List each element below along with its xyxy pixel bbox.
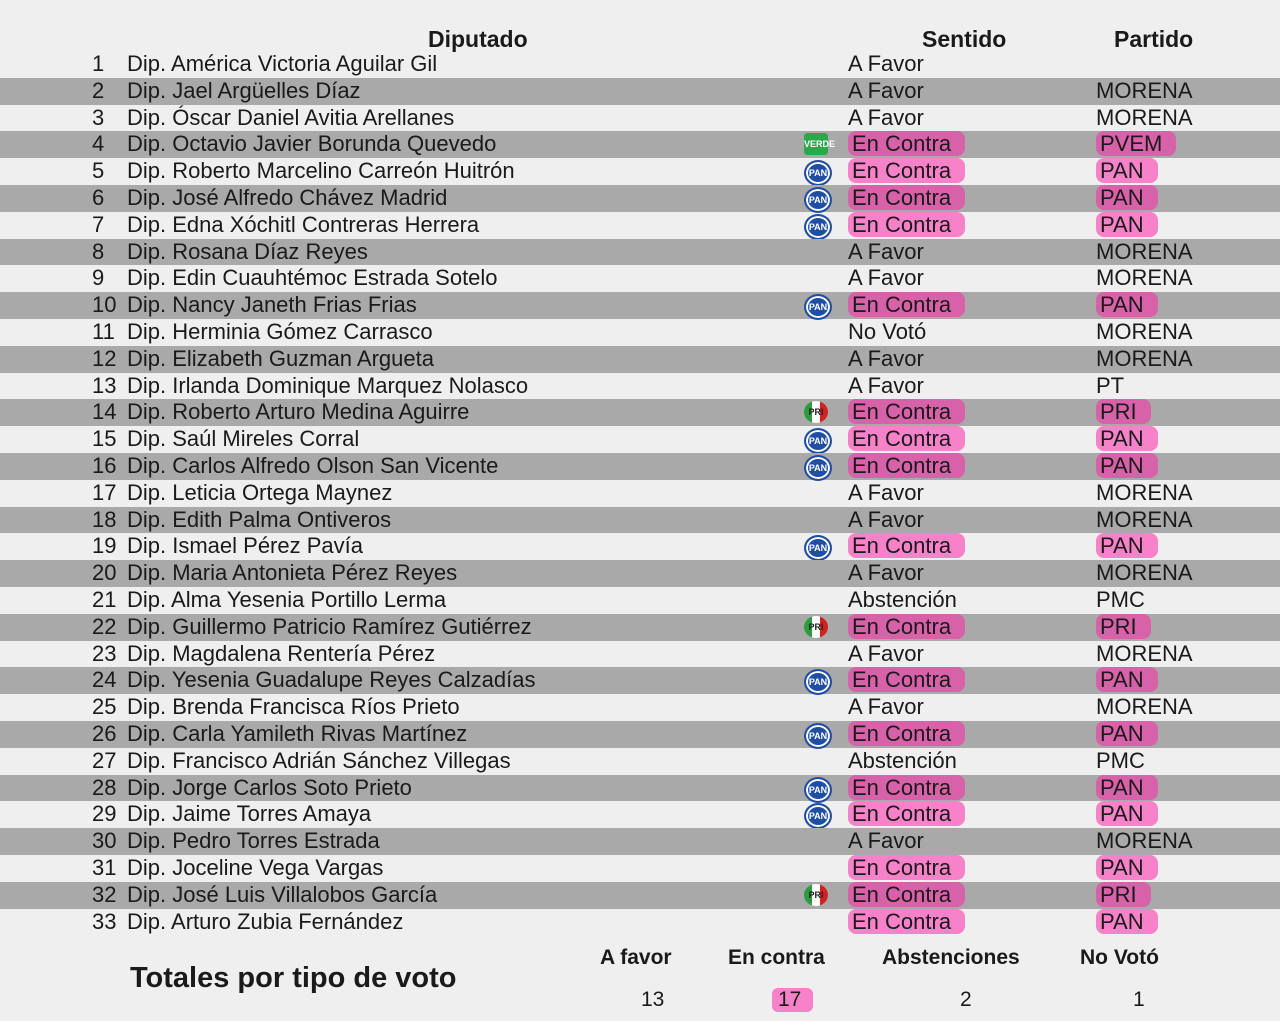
vote-partido-text: PRI — [1096, 882, 1151, 907]
vote-sentido-text: A Favor — [848, 345, 924, 371]
table-row — [0, 882, 1280, 909]
vote-partido — [1096, 131, 1176, 158]
pvem-logo-icon: VERDE — [804, 133, 828, 155]
table-row — [0, 667, 1280, 694]
table-row — [0, 51, 1280, 78]
vote-partido-text: PAN — [1096, 855, 1158, 880]
deputy-name: Dip. Magdalena Rentería Pérez — [127, 640, 436, 666]
table-row — [0, 292, 1280, 319]
totals-value-abstenciones: 2 — [960, 988, 972, 1011]
deputy-name: Dip. Ismael Pérez Pavía — [127, 533, 363, 559]
vote-sentido-text: En Contra — [848, 426, 965, 451]
vote-partido — [1096, 105, 1193, 132]
table-row — [0, 265, 1280, 292]
vote-partido-text: MORENA — [1096, 506, 1193, 532]
vote-sentido — [848, 453, 965, 480]
vote-sentido — [848, 587, 957, 614]
deputy-name: Dip. Yesenia Guadalupe Reyes Calzadías — [127, 667, 536, 693]
vote-sentido-text: No Votó — [848, 318, 927, 344]
totals-value-en-contra: 17 — [772, 988, 813, 1012]
deputy-name: Dip. Guillermo Patricio Ramírez Gutiérrez — [127, 613, 532, 639]
deputy-name: Dip. Jael Argüelles Díaz — [127, 77, 361, 103]
row-number: 2 — [92, 77, 105, 103]
table-row — [0, 399, 1280, 426]
vote-partido — [1096, 775, 1158, 802]
deputy-name: Dip. José Luis Villalobos García — [127, 881, 438, 907]
vote-partido — [1096, 614, 1151, 641]
deputy-name: Dip. Roberto Marcelino Carreón Huitrón — [127, 158, 515, 184]
vote-sentido-text: En Contra — [848, 158, 965, 183]
deputy-name: Dip. Pedro Torres Estrada — [127, 828, 380, 854]
table-row — [0, 185, 1280, 212]
table-row — [0, 909, 1280, 936]
pri-logo-icon: PRI — [804, 401, 828, 423]
row-number: 5 — [92, 158, 105, 184]
row-number: 4 — [92, 131, 105, 157]
totals-label-no-voto: No Votó — [1080, 946, 1159, 969]
table-row — [0, 319, 1280, 346]
row-number: 11 — [92, 318, 115, 344]
table-row — [0, 641, 1280, 668]
row-number: 7 — [92, 211, 105, 237]
vote-partido — [1096, 239, 1193, 266]
row-number: 23 — [92, 640, 117, 666]
table-row — [0, 855, 1280, 882]
vote-sentido-text: En Contra — [848, 721, 965, 746]
vote-table — [0, 51, 1280, 935]
deputy-name: Dip. Francisco Adrián Sánchez Villegas — [127, 747, 511, 773]
table-row — [0, 587, 1280, 614]
row-number: 17 — [92, 479, 117, 505]
vote-partido — [1096, 667, 1158, 694]
vote-sentido-text: En Contra — [848, 212, 965, 237]
deputy-name: Dip. Alma Yesenia Portillo Lerma — [127, 586, 447, 612]
deputy-name: Dip. Irlanda Dominique Marquez Nolasco — [127, 372, 529, 398]
deputy-name: Dip. Elizabeth Guzman Argueta — [127, 345, 434, 371]
vote-partido — [1096, 587, 1145, 614]
vote-partido — [1096, 909, 1158, 936]
vote-sentido-text: En Contra — [848, 185, 965, 210]
deputy-name: Dip. Jaime Torres Amaya — [127, 801, 372, 827]
row-number: 1 — [92, 51, 105, 76]
deputy-name: Dip. Octavio Javier Borunda Quevedo — [127, 131, 497, 157]
vote-sentido-text: A Favor — [848, 104, 924, 130]
vote-partido — [1096, 185, 1158, 212]
totals-label-a-favor: A favor — [600, 946, 672, 969]
vote-partido-text: PAN — [1096, 185, 1158, 210]
row-number: 25 — [92, 694, 117, 720]
vote-partido — [1096, 533, 1158, 560]
vote-partido-text: PAN — [1096, 721, 1158, 746]
table-row — [0, 507, 1280, 534]
table-row — [0, 453, 1280, 480]
row-number: 16 — [92, 452, 117, 478]
vote-sentido — [848, 212, 965, 239]
row-number: 12 — [92, 345, 117, 371]
vote-partido-text: PMC — [1096, 747, 1145, 773]
vote-sentido — [848, 507, 924, 534]
vote-partido — [1096, 373, 1124, 400]
totals-title: Totales por tipo de voto — [130, 962, 457, 994]
vote-sentido — [848, 909, 965, 936]
deputy-name: Dip. América Victoria Aguilar Gil — [127, 51, 438, 76]
vote-sentido-text: En Contra — [848, 801, 965, 826]
vote-sentido-text: En Contra — [848, 775, 965, 800]
vote-sentido-text: Abstención — [848, 747, 957, 773]
row-number: 28 — [92, 774, 117, 800]
vote-partido-text: MORENA — [1096, 318, 1193, 344]
deputy-name: Dip. Joceline Vega Vargas — [127, 854, 384, 880]
vote-partido — [1096, 78, 1193, 105]
vote-sentido-text: A Favor — [848, 265, 924, 291]
vote-partido-text: MORENA — [1096, 345, 1193, 371]
vote-sentido — [848, 855, 965, 882]
vote-partido-text: PAN — [1096, 292, 1158, 317]
row-number: 20 — [92, 560, 117, 586]
table-row — [0, 828, 1280, 855]
table-row — [0, 748, 1280, 775]
vote-partido — [1096, 319, 1193, 346]
vote-sentido — [848, 131, 965, 158]
deputy-name: Dip. Maria Antonieta Pérez Reyes — [127, 560, 458, 586]
pan-logo-icon: PAN — [804, 535, 832, 561]
vote-sentido-text: A Favor — [848, 640, 924, 666]
vote-sentido-text: A Favor — [848, 506, 924, 532]
vote-partido — [1096, 748, 1145, 775]
vote-partido-text: MORENA — [1096, 828, 1193, 854]
vote-sentido-text: A Favor — [848, 694, 924, 720]
row-number: 19 — [92, 533, 117, 559]
vote-partido — [1096, 158, 1158, 185]
vote-partido — [1096, 346, 1193, 373]
deputy-name: Dip. Herminia Gómez Carrasco — [127, 318, 433, 344]
vote-sentido — [848, 748, 957, 775]
vote-sentido-text: En Contra — [848, 453, 965, 478]
header-partido: Partido — [1114, 26, 1194, 52]
table-row — [0, 775, 1280, 802]
vote-sentido — [848, 801, 965, 828]
vote-partido — [1096, 480, 1193, 507]
table-row — [0, 78, 1280, 105]
vote-partido-text: PAN — [1096, 453, 1158, 478]
vote-sentido — [848, 399, 965, 426]
row-number: 8 — [92, 238, 105, 264]
vote-partido-text: MORENA — [1096, 77, 1193, 103]
vote-sentido — [848, 694, 924, 721]
vote-sentido-text: A Favor — [848, 479, 924, 505]
row-number: 27 — [92, 747, 117, 773]
vote-partido-text: MORENA — [1096, 479, 1193, 505]
deputy-name: Dip. Carla Yamileth Rivas Martínez — [127, 720, 468, 746]
deputy-name: Dip. Brenda Francisca Ríos Prieto — [127, 694, 460, 720]
vote-partido-text: PAN — [1096, 775, 1158, 800]
vote-partido — [1096, 694, 1193, 721]
table-row — [0, 373, 1280, 400]
totals-value-no-voto: 1 — [1133, 988, 1145, 1011]
row-number: 22 — [92, 613, 117, 639]
vote-partido-text: PAN — [1096, 533, 1158, 558]
row-number: 14 — [92, 399, 117, 425]
table-row — [0, 105, 1280, 132]
vote-sentido-text: En Contra — [848, 667, 965, 692]
vote-partido — [1096, 426, 1158, 453]
vote-partido — [1096, 882, 1151, 909]
table-row — [0, 346, 1280, 373]
vote-sentido — [848, 614, 965, 641]
deputy-name: Dip. Nancy Janeth Frias Frias — [127, 292, 417, 318]
vote-sentido-text: En Contra — [848, 533, 965, 558]
row-number: 10 — [92, 292, 117, 318]
vote-partido — [1096, 399, 1151, 426]
vote-sentido — [848, 426, 965, 453]
deputy-name: Dip. Leticia Ortega Maynez — [127, 479, 393, 505]
vote-sentido — [848, 667, 965, 694]
deputy-name: Dip. Arturo Zubia Fernández — [127, 908, 404, 934]
vote-sentido-text: A Favor — [848, 77, 924, 103]
vote-sentido — [848, 185, 965, 212]
table-row — [0, 614, 1280, 641]
header-sentido: Sentido — [922, 26, 1007, 52]
row-number: 13 — [92, 372, 117, 398]
table-row — [0, 158, 1280, 185]
vote-partido — [1096, 212, 1158, 239]
deputy-name: Dip. Edith Palma Ontiveros — [127, 506, 392, 532]
vote-partido-text: PT — [1096, 372, 1125, 398]
vote-partido — [1096, 292, 1158, 319]
table-row — [0, 131, 1280, 158]
vote-partido-text: PAN — [1096, 909, 1158, 934]
vote-sentido — [848, 480, 924, 507]
vote-sentido-text: En Contra — [848, 399, 965, 424]
vote-partido-text: MORENA — [1096, 238, 1193, 264]
vote-sentido-text: Abstención — [848, 586, 957, 612]
pan-logo-icon: PAN — [804, 723, 832, 749]
vote-partido — [1096, 265, 1193, 292]
deputy-name: Dip. Jorge Carlos Soto Prieto — [127, 774, 412, 800]
vote-sentido — [848, 158, 965, 185]
row-number: 33 — [92, 908, 117, 934]
vote-sentido-text: A Favor — [848, 372, 924, 398]
deputy-name: Dip. Roberto Arturo Medina Aguirre — [127, 399, 470, 425]
deputy-name: Dip. Saúl Mireles Corral — [127, 426, 360, 452]
vote-partido — [1096, 828, 1193, 855]
header-diputado: Diputado — [428, 26, 528, 52]
vote-sentido — [848, 560, 924, 587]
vote-sentido — [848, 51, 924, 78]
vote-partido — [1096, 801, 1158, 828]
vote-partido — [1096, 560, 1193, 587]
vote-sentido — [848, 239, 924, 266]
table-row — [0, 560, 1280, 587]
vote-sentido-text: En Contra — [848, 909, 965, 934]
vote-partido-text: PMC — [1096, 586, 1145, 612]
row-number: 24 — [92, 667, 117, 693]
pan-logo-icon: PAN — [804, 669, 832, 695]
table-row — [0, 721, 1280, 748]
vote-sentido-text: En Contra — [848, 131, 965, 156]
vote-partido — [1096, 641, 1193, 668]
row-number: 3 — [92, 104, 105, 130]
vote-partido — [1096, 855, 1158, 882]
row-number: 18 — [92, 506, 117, 532]
vote-partido-text: PAN — [1096, 212, 1158, 237]
row-number: 31 — [92, 854, 117, 880]
vote-sentido — [848, 721, 965, 748]
vote-sentido — [848, 265, 924, 292]
vote-partido-text: PAN — [1096, 667, 1158, 692]
deputy-name: Dip. Carlos Alfredo Olson San Vicente — [127, 452, 499, 478]
vote-partido-text: PVEM — [1096, 131, 1176, 156]
vote-partido — [1096, 453, 1158, 480]
vote-sentido — [848, 828, 924, 855]
vote-sentido-text: A Favor — [848, 51, 924, 76]
table-row — [0, 212, 1280, 239]
pan-logo-icon: PAN — [804, 187, 832, 213]
table-row — [0, 239, 1280, 266]
vote-partido-text: MORENA — [1096, 694, 1193, 720]
vote-sentido — [848, 775, 965, 802]
row-number: 6 — [92, 184, 105, 210]
vote-sentido — [848, 346, 924, 373]
deputy-name: Dip. Óscar Daniel Avitia Arellanes — [127, 104, 455, 130]
vote-sentido-text: A Favor — [848, 828, 924, 854]
vote-sentido — [848, 105, 924, 132]
vote-partido-text: PRI — [1096, 399, 1151, 424]
vote-partido-text: PRI — [1096, 614, 1151, 639]
vote-sentido — [848, 319, 926, 346]
totals-value-a-favor: 13 — [641, 988, 665, 1011]
vote-partido-text: PAN — [1096, 801, 1158, 826]
row-number: 29 — [92, 801, 117, 827]
pan-logo-icon: PAN — [804, 214, 832, 240]
vote-partido — [1096, 721, 1158, 748]
deputy-name: Dip. Rosana Díaz Reyes — [127, 238, 368, 264]
deputy-name: Dip. Edna Xóchitl Contreras Herrera — [127, 211, 480, 237]
vote-sentido — [848, 373, 924, 400]
row-number: 15 — [92, 426, 117, 452]
pan-logo-icon: PAN — [804, 803, 832, 829]
vote-sentido-text: En Contra — [848, 614, 965, 639]
vote-sentido-text: A Favor — [848, 560, 924, 586]
vote-sentido — [848, 78, 924, 105]
vote-sentido-text: En Contra — [848, 855, 965, 880]
row-number: 26 — [92, 720, 117, 746]
deputy-name: Dip. Edin Cuauhtémoc Estrada Sotelo — [127, 265, 498, 291]
row-number: 9 — [92, 265, 105, 291]
vote-partido-text: MORENA — [1096, 640, 1193, 666]
table-row — [0, 533, 1280, 560]
pan-logo-icon: PAN — [804, 455, 832, 481]
row-number: 32 — [92, 881, 117, 907]
vote-sentido — [848, 533, 965, 560]
table-row — [0, 426, 1280, 453]
pri-logo-icon: PRI — [804, 884, 828, 906]
pan-logo-icon: PAN — [804, 160, 832, 186]
vote-partido-text: PAN — [1096, 158, 1158, 183]
vote-sentido — [848, 882, 965, 909]
pan-logo-icon: PAN — [804, 428, 832, 454]
vote-sentido-text: En Contra — [848, 882, 965, 907]
totals-label-abstenciones: Abstenciones — [882, 946, 1020, 969]
table-row — [0, 480, 1280, 507]
vote-sentido — [848, 292, 965, 319]
pan-logo-icon: PAN — [804, 777, 832, 803]
table-row — [0, 801, 1280, 828]
totals-label-en-contra: En contra — [728, 946, 825, 969]
vote-partido-text: MORENA — [1096, 265, 1193, 291]
table-row — [0, 694, 1280, 721]
vote-sentido-text: A Favor — [848, 238, 924, 264]
deputy-name: Dip. José Alfredo Chávez Madrid — [127, 184, 448, 210]
pan-logo-icon: PAN — [804, 294, 832, 320]
vote-sentido-text: En Contra — [848, 292, 965, 317]
vote-partido — [1096, 507, 1193, 534]
pri-logo-icon: PRI — [804, 616, 828, 638]
row-number: 21 — [92, 586, 117, 612]
row-number: 30 — [92, 828, 117, 854]
vote-partido-text: PAN — [1096, 426, 1158, 451]
vote-partido-text: MORENA — [1096, 104, 1193, 130]
vote-partido-text: MORENA — [1096, 560, 1193, 586]
vote-sentido — [848, 641, 924, 668]
